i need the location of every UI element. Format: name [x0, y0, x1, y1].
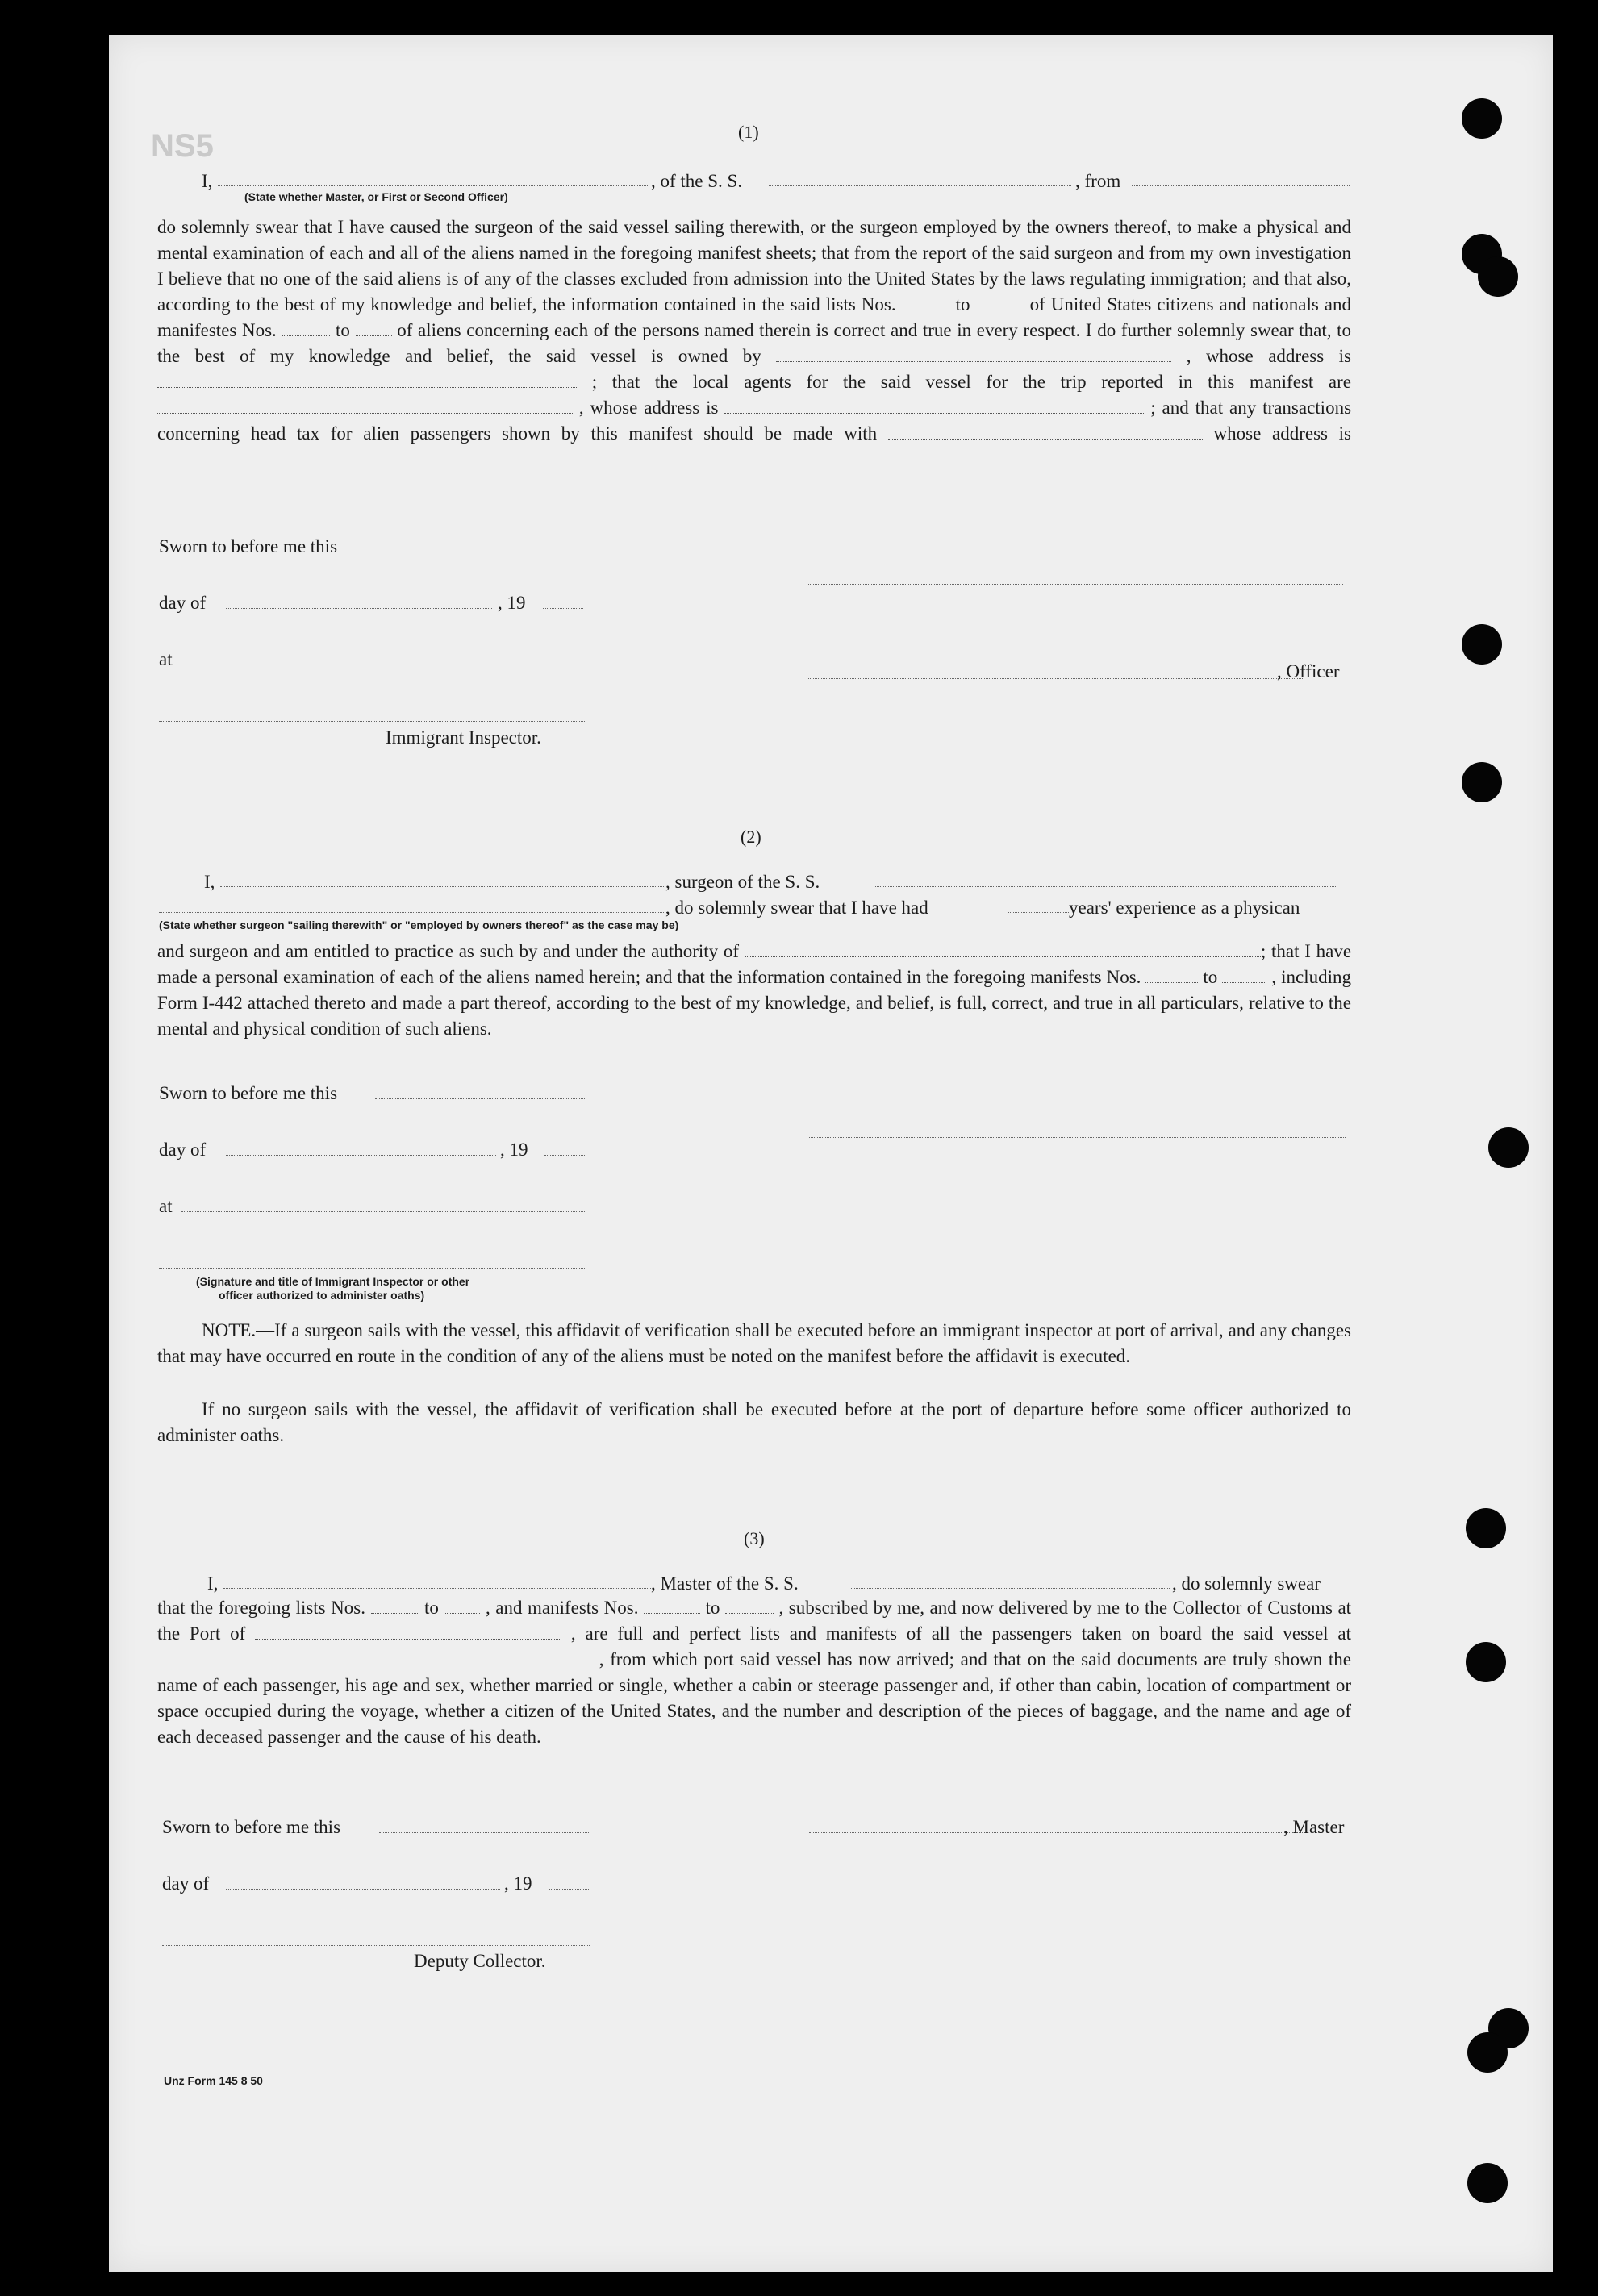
s3-swear-label: , do solemnly swear [1172, 1573, 1321, 1594]
s2-at-label: at [159, 1196, 173, 1216]
faded-stamp: NS5 [151, 128, 214, 164]
s2-surgeon-status-field[interactable] [159, 912, 667, 913]
s2-surgeon-name-field[interactable] [220, 886, 664, 887]
s3-day-of-label: day of [162, 1873, 210, 1894]
s3-lists-from-field[interactable] [371, 1597, 419, 1614]
s1-body-g: ; and that any transactions concerning head tax for alien passengers shown by this manifest should be made with [157, 398, 1352, 444]
section-3-number: (3) [744, 1528, 765, 1548]
s3-year-field[interactable] [549, 1889, 589, 1890]
s1-body-a: do solemnly swear that I have caused the surgeon of the said vessel sailing therewith, or the surgeon employed by the owners thereof, to make a physical and mental examination of each and all of the aliens named in the foregoing manifest sheets; that from the report of the said surgeon and from my own investigation I believe that no one of the said aliens is of any of the classes excluded from admission into the United States by the laws regulating immigration; and that also, according to the best of my knowledge and belief, the information contained in the said lists Nos. [157, 217, 1351, 315]
s2-years-field[interactable] [1008, 912, 1069, 913]
s2-authority-field[interactable] [745, 940, 1261, 957]
s2-oath-paragraph: and surgeon and am entitled to practice as such by and under the authority of ; that I have made a personal examination of each of the aliens named herein; and that the information contained in the foregoing manifests Nos. to , including Form I-442 attached thereto and made a part thereof, according to the best of my knowledge, and belief, is full, correct, and true in all particulars, relative to the mental and physical condition of such aliens. [157, 941, 1352, 1039]
s1-owner-field[interactable] [776, 345, 1171, 362]
s2-manifests-from-field[interactable] [1145, 966, 1198, 983]
s1-at-label: at [159, 649, 173, 669]
s1-ss-label: , of the S. S. [651, 171, 743, 191]
s2-inspector-signature-line[interactable] [159, 1268, 586, 1269]
s1-agents-address-field[interactable] [724, 397, 1144, 414]
s2-body-b: that I have made a personal examination of each of the aliens named herein; and that the information contained in the foregoing manifests Nos. [157, 941, 1352, 987]
s1-agents-field[interactable] [157, 397, 573, 414]
s3-manifests-from-field[interactable] [644, 1597, 700, 1614]
s1-inspector-signature-line[interactable] [159, 721, 586, 722]
s3-deputy-label: Deputy Collector. [414, 1951, 546, 1971]
s2-vessel-field[interactable] [874, 886, 1337, 887]
s1-from-field[interactable] [1132, 185, 1350, 186]
s1-manifests-to-field[interactable] [356, 319, 392, 336]
s1-officer-title-hint: (State whether Master, or First or Second Officer) [244, 190, 508, 203]
binder-hole [1462, 762, 1502, 802]
form-number: Unz Form 145 8 50 [164, 2074, 263, 2087]
s1-owner-address-field[interactable] [157, 371, 577, 388]
s1-oath-paragraph [157, 215, 1351, 473]
s3-body-d: , are full and perfect lists and manifests of all the passengers taken on board the said vessel at [570, 1623, 1351, 1644]
s2-i: I, [204, 872, 215, 892]
s1-body-to1: to [955, 294, 970, 315]
s1-lists-from-field[interactable] [902, 294, 950, 310]
binder-hole [1478, 256, 1518, 297]
s1-body-b: of United States citizens and nationals and manifestes Nos. [157, 294, 1352, 340]
s2-ss-label: , surgeon of the S. S. [665, 872, 820, 892]
s1-officer-label: , Officer [1277, 661, 1340, 681]
s3-sworn-label: Sworn to before me this [162, 1817, 341, 1837]
s3-body-b: , and manifests Nos. [485, 1598, 639, 1618]
s2-at-field[interactable] [181, 1211, 585, 1212]
s2-day-of-label: day of [159, 1140, 207, 1160]
s1-body-h: whose address is [1213, 423, 1352, 444]
s3-taken-at-field[interactable] [157, 1648, 593, 1665]
s2-sig-hint-1: (Signature and title of Immigrant Inspector or other [196, 1275, 470, 1288]
s3-day-field[interactable] [226, 1889, 500, 1890]
s3-deputy-signature-line[interactable] [162, 1945, 590, 1946]
s3-i: I, [207, 1573, 219, 1594]
s2-sig-hint-2: officer authorized to administer oaths) [219, 1289, 425, 1302]
s2-years-label: years' experience as a physican [1069, 898, 1300, 918]
s1-from-label: , from [1075, 171, 1121, 191]
s3-oath-paragraph [157, 1595, 1351, 1750]
s1-manifests-from-field[interactable] [282, 319, 330, 336]
s3-year-label: , 19 [504, 1873, 532, 1894]
section-1-number: (1) [738, 122, 759, 142]
s1-head-tax-field[interactable] [888, 423, 1203, 440]
binder-hole [1466, 1508, 1506, 1548]
s1-body-c: of aliens concerning each of the persons named therein is correct and true in every respect. I do further solemnly swear that, to the best of my knowledge and belief, the said vessel is owned by [157, 320, 1351, 366]
s3-master-name-field[interactable] [223, 1588, 651, 1589]
s3-master-label: , Master of the S. S. [651, 1573, 799, 1594]
s2-body-c: , including Form I-442 attached thereto and made a part thereof, according to the best of my knowledge, and belief, is full, correct, and true in all particulars, relative to the mental and physical condition of such aliens. [157, 967, 1351, 1039]
form-page [109, 35, 1553, 2272]
s2-year-label: , 19 [500, 1140, 528, 1160]
s1-year-label: , 19 [498, 593, 526, 613]
s2-status-hint: (State whether surgeon "sailing therewith" or "employed by owners thereof" as the case may be) [159, 919, 679, 931]
s1-officer-signature-line[interactable] [807, 584, 1343, 585]
s1-body-to2: to [336, 320, 350, 340]
s3-body-c: , subscribed by me, and now delivered by me to the Collector of Customs at the Port of [157, 1598, 1352, 1644]
s1-officer-title-field[interactable] [218, 185, 649, 186]
s3-port-field[interactable] [255, 1623, 561, 1640]
s1-sworn-label: Sworn to before me this [159, 536, 338, 556]
binder-hole [1462, 624, 1502, 665]
s1-body-f: , whose address is [578, 398, 719, 418]
s1-inspector-label: Immigrant Inspector. [386, 727, 541, 748]
binder-hole [1467, 2163, 1508, 2203]
binder-hole [1466, 1642, 1506, 1682]
s1-day-field[interactable] [226, 608, 492, 609]
s2-body-a: and surgeon and am entitled to practice as such by and under the authority of [157, 941, 740, 961]
s2-note-2: If no surgeon sails with the vessel, the affidavit of verification shall be executed before at the port of departure before some officer authorized to administer oaths. [157, 1399, 1351, 1445]
s3-master-signature-line[interactable] [809, 1832, 1303, 1833]
s1-vessel-field[interactable] [769, 185, 1071, 186]
binder-hole [1467, 2032, 1508, 2073]
s1-year-field[interactable] [543, 608, 583, 609]
s2-sworn-label: Sworn to before me this [159, 1083, 338, 1103]
s2-manifests-to-field[interactable] [1222, 966, 1266, 983]
s1-day-of-label: day of [159, 593, 207, 613]
s3-body-e: , from which port said vessel has now arrived; and that on the said documents are truly shown the name of each passenger, his age and sex, whether married or single, whether a cabin or steerage passenger and, if other than cabin, location of compartment or space occupied during the voyage, whether a citizen of the United States, and the number and description of the pieces of baggage, and the name and age of each deceased passenger and the cause of his death. [157, 1649, 1351, 1747]
s3-lists-to-field[interactable] [444, 1597, 480, 1614]
binder-hole [1462, 98, 1502, 139]
binder-hole [1488, 1127, 1529, 1168]
s1-officer-line[interactable] [807, 678, 1303, 679]
s1-lists-to-field[interactable] [976, 294, 1024, 310]
s3-body-to1: to [424, 1598, 439, 1618]
s2-note-1: NOTE.—If a surgeon sails with the vessel, this affidavit of verification shall be executed before an immigrant inspector at port of arrival, and any changes that may have occurred en route in the condition of any of the aliens must be noted on the manifest before the affidavit is executed. [157, 1320, 1351, 1366]
s3-manifests-to-field[interactable] [725, 1597, 774, 1614]
s3-body-a: that the foregoing lists Nos. [157, 1598, 365, 1618]
s3-master-signature-label: , Master [1283, 1817, 1345, 1837]
s1-body-e: ; that the local agents for the said vessel for the trip reported in this manifest are [591, 372, 1352, 392]
s1-body-d: , whose address is [1186, 346, 1352, 366]
s2-day-field[interactable] [226, 1155, 496, 1156]
s2-year-field[interactable] [544, 1155, 585, 1156]
s2-line2: , do solemnly swear that I have had [665, 898, 928, 918]
section-2-number: (2) [741, 827, 761, 847]
s2-surgeon-signature-line[interactable] [809, 1137, 1346, 1138]
s3-sworn-field[interactable] [379, 1832, 589, 1833]
s3-body-to2: to [705, 1598, 720, 1618]
s1-i: I, [202, 171, 213, 191]
s3-vessel-field[interactable] [851, 1588, 1170, 1589]
s2-body-to: to [1203, 967, 1218, 987]
s1-head-tax-address-field[interactable] [157, 448, 609, 465]
s2-sworn-field[interactable] [375, 1098, 585, 1099]
